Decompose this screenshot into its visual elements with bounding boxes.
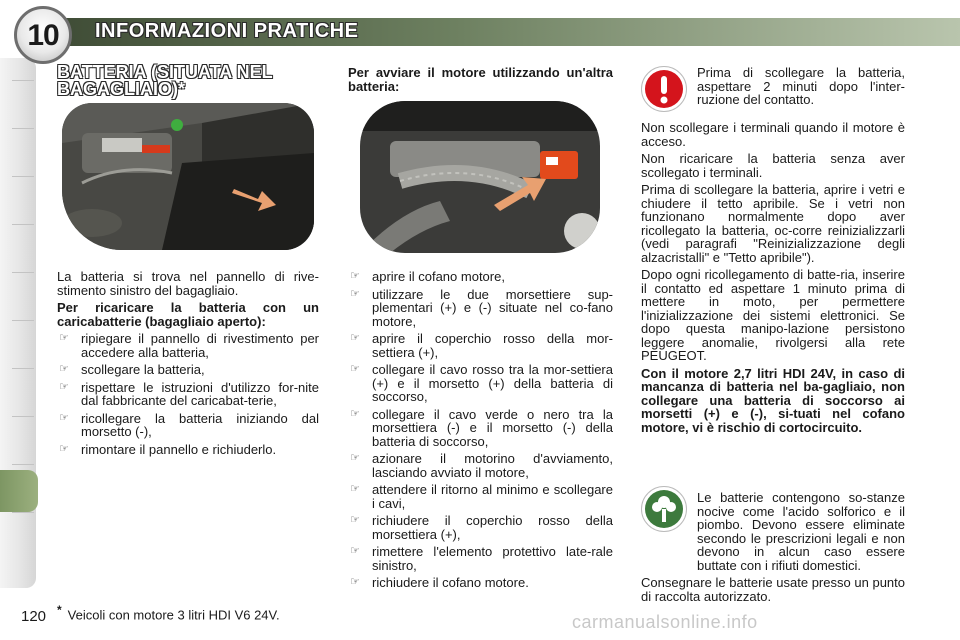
list-item — [348, 288, 613, 329]
list-item — [348, 514, 613, 541]
list-item — [348, 270, 613, 284]
step-text: scollegare la batteria, — [81, 362, 205, 377]
watermark: carmanualsonline.info — [572, 612, 758, 632]
tab-divider — [12, 464, 34, 465]
battery-disconnect-warning — [697, 66, 905, 111]
step-text: rispettare le istruzioni d'utilizzo for-nite dal fabbricante del caricabat-terie, — [81, 379, 319, 408]
warning-glyph — [642, 67, 686, 111]
step-text: azionare il motorino d'avviamento, lasciando avviato il motore, — [372, 451, 613, 480]
page-title: INFORMAZIONI PRATICHE — [95, 20, 359, 42]
step-text: attendere il ritorno al minimo e scollegare i cavi, — [372, 482, 613, 511]
tab-divider — [12, 128, 34, 129]
chapter-number: 10 — [27, 19, 59, 52]
right-arrow-icon: ☞ — [59, 332, 69, 344]
exclamation-warning-icon — [641, 66, 687, 112]
right-arrow-icon: ☞ — [350, 332, 360, 344]
tab-divider — [12, 512, 34, 513]
right-arrow-icon: ☞ — [350, 363, 360, 375]
step-text: richiudere il cofano motore. — [372, 575, 529, 590]
list-item — [348, 408, 613, 449]
paragraph: Prima di scollegare la batteria, aprire i vetri e chiudere il tetto apribile. Se i vetri non funzionano normalmente dopo aver ricollegato la batteria, oc-corre reinizializzarli (vedi paragrafi "Reinizializzazione degli alzacristalli" e "Tetto apribile"). — [641, 182, 905, 265]
footnote-text: Veicoli con motore 3 litri HDI V6 24V. — [67, 607, 280, 623]
active-chapter-tab[interactable] — [0, 470, 38, 512]
list-item — [57, 443, 319, 457]
right-arrow-icon: ☞ — [350, 270, 360, 282]
step-text: richiudere il coperchio rosso della morsettiera (+), — [372, 513, 613, 542]
right-arrow-icon: ☞ — [350, 452, 360, 464]
trunk-illustration — [62, 103, 314, 250]
list-item — [57, 412, 319, 439]
step-text: collegare il cavo rosso tra la mor-settiera (+) e il morsetto (+) della batteria di soccorso, — [372, 362, 613, 404]
list-item — [348, 483, 613, 510]
list-item — [348, 363, 613, 404]
eco-text-2: Consegnare le batterie usate presso un punto di raccolta autorizzato. — [641, 575, 905, 604]
footnote-marker: * — [57, 603, 62, 617]
right-arrow-icon: ☞ — [59, 411, 69, 424]
paragraph: Non ricaricare la batteria senza aver scollegato i terminali. — [641, 151, 905, 180]
step-text: rimettere l'elemento protettivo late-rale sinistro, — [372, 544, 613, 573]
tab-divider — [12, 368, 34, 369]
footnote — [57, 603, 280, 622]
jump-start-title: Per avviare il motore utilizzando un'altra batteria: — [348, 65, 613, 94]
step-text: rimontare il pannello e richiuderlo. — [81, 441, 277, 457]
right-arrow-icon: ☞ — [350, 545, 360, 557]
tab-divider — [12, 320, 34, 321]
list-item — [348, 332, 613, 359]
right-arrow-icon: ☞ — [350, 407, 360, 420]
battery-location-text: La batteria si trova nel pannello di rive-stimento sinistro del bagagliaio. — [57, 269, 319, 298]
battery-in-trunk-photo — [62, 103, 314, 250]
chapter-badge — [14, 6, 72, 64]
section-title-battery: BATTERIA (SITUATA NEL BAGAGLIAIO)* — [57, 62, 273, 99]
right-column-body — [641, 121, 905, 438]
list-item — [57, 363, 319, 377]
short-circuit-warning: Con il motore 2,7 litri HDI 24V, in caso di mancanza di batteria nel ba-gagliaio, non collegare una batteria di soccorso ai morsetti (+) e (-), si-tuati nel cofano motore, vi è rischio di cortocircuito. — [641, 365, 905, 435]
left-column — [57, 64, 319, 98]
list-item — [57, 381, 319, 408]
step-text: aprire il coperchio rosso della mor-settiera (+), — [372, 331, 613, 360]
list-item — [348, 545, 613, 572]
engine-bay-photo — [360, 101, 600, 253]
step-text: aprire il cofano motore, — [372, 269, 505, 284]
page-header — [0, 0, 960, 60]
right-arrow-icon: ☞ — [350, 514, 360, 526]
tab-divider — [12, 176, 34, 177]
eco-text: Le batterie contengono so-stanze nocive come l'acido solforico e il piombo. Devono essere eliminate secondo le prescrizioni legali e non devono in alcun caso essere buttate con i rifiuti domestici. — [697, 490, 905, 573]
charging-subheading: Per ricaricare la batteria con un caricabatterie (bagagliaio aperto): — [57, 300, 319, 329]
paragraph: Non scollegare i terminali quando il motore è acceso. — [641, 120, 905, 149]
list-item — [348, 576, 613, 590]
middle-column — [348, 66, 613, 93]
right-arrow-icon: ☞ — [350, 483, 360, 495]
right-arrow-icon: ☞ — [59, 363, 69, 375]
right-arrow-icon: ☞ — [350, 576, 360, 588]
right-arrow-icon: ☞ — [59, 380, 69, 393]
tab-divider — [12, 416, 34, 417]
engine-illustration — [360, 101, 600, 253]
paragraph: Dopo ogni ricollegamento di batte-ria, inserire il contatto ed aspettare 1 minuto prima di mettere in moto, per permettere l'inizializzazione dei sistemi elettronici. Se dopo questa manipo-lazione persistono leggere anomalie, rivolgersi alla rete PEUGEOT. — [641, 267, 905, 363]
right-arrow-icon: ☞ — [59, 442, 69, 455]
tab-divider — [12, 224, 34, 225]
charging-steps-list — [57, 332, 319, 456]
list-item — [348, 452, 613, 479]
step-text: ricollegare la batteria iniziando dal morsetto (-), — [81, 410, 319, 439]
step-text: ripiegare il pannello di rivestimento per accedere alla batteria, — [81, 331, 319, 360]
warning-text: Prima di scollegare la batteria, aspettare 2 minuti dopo l'inter-ruzione del contatto. — [697, 65, 905, 107]
left-column-body — [57, 270, 319, 460]
page-number: 120 — [21, 608, 47, 625]
environment-notice — [641, 491, 905, 607]
step-text: collegare il cavo verde o nero tra la morsettiera (-) e il morsetto (-) della batteria di soccorso, — [372, 406, 613, 449]
step-text: utilizzare le due morsettiere sup-plementari (+) e (-) situate nel co-fano motore, — [372, 286, 613, 329]
list-item — [57, 332, 319, 359]
tab-divider — [12, 272, 34, 273]
middle-column-body — [348, 270, 613, 594]
right-arrow-icon: ☞ — [350, 287, 360, 300]
jump-start-steps-list — [348, 270, 613, 590]
tab-divider — [12, 80, 34, 81]
